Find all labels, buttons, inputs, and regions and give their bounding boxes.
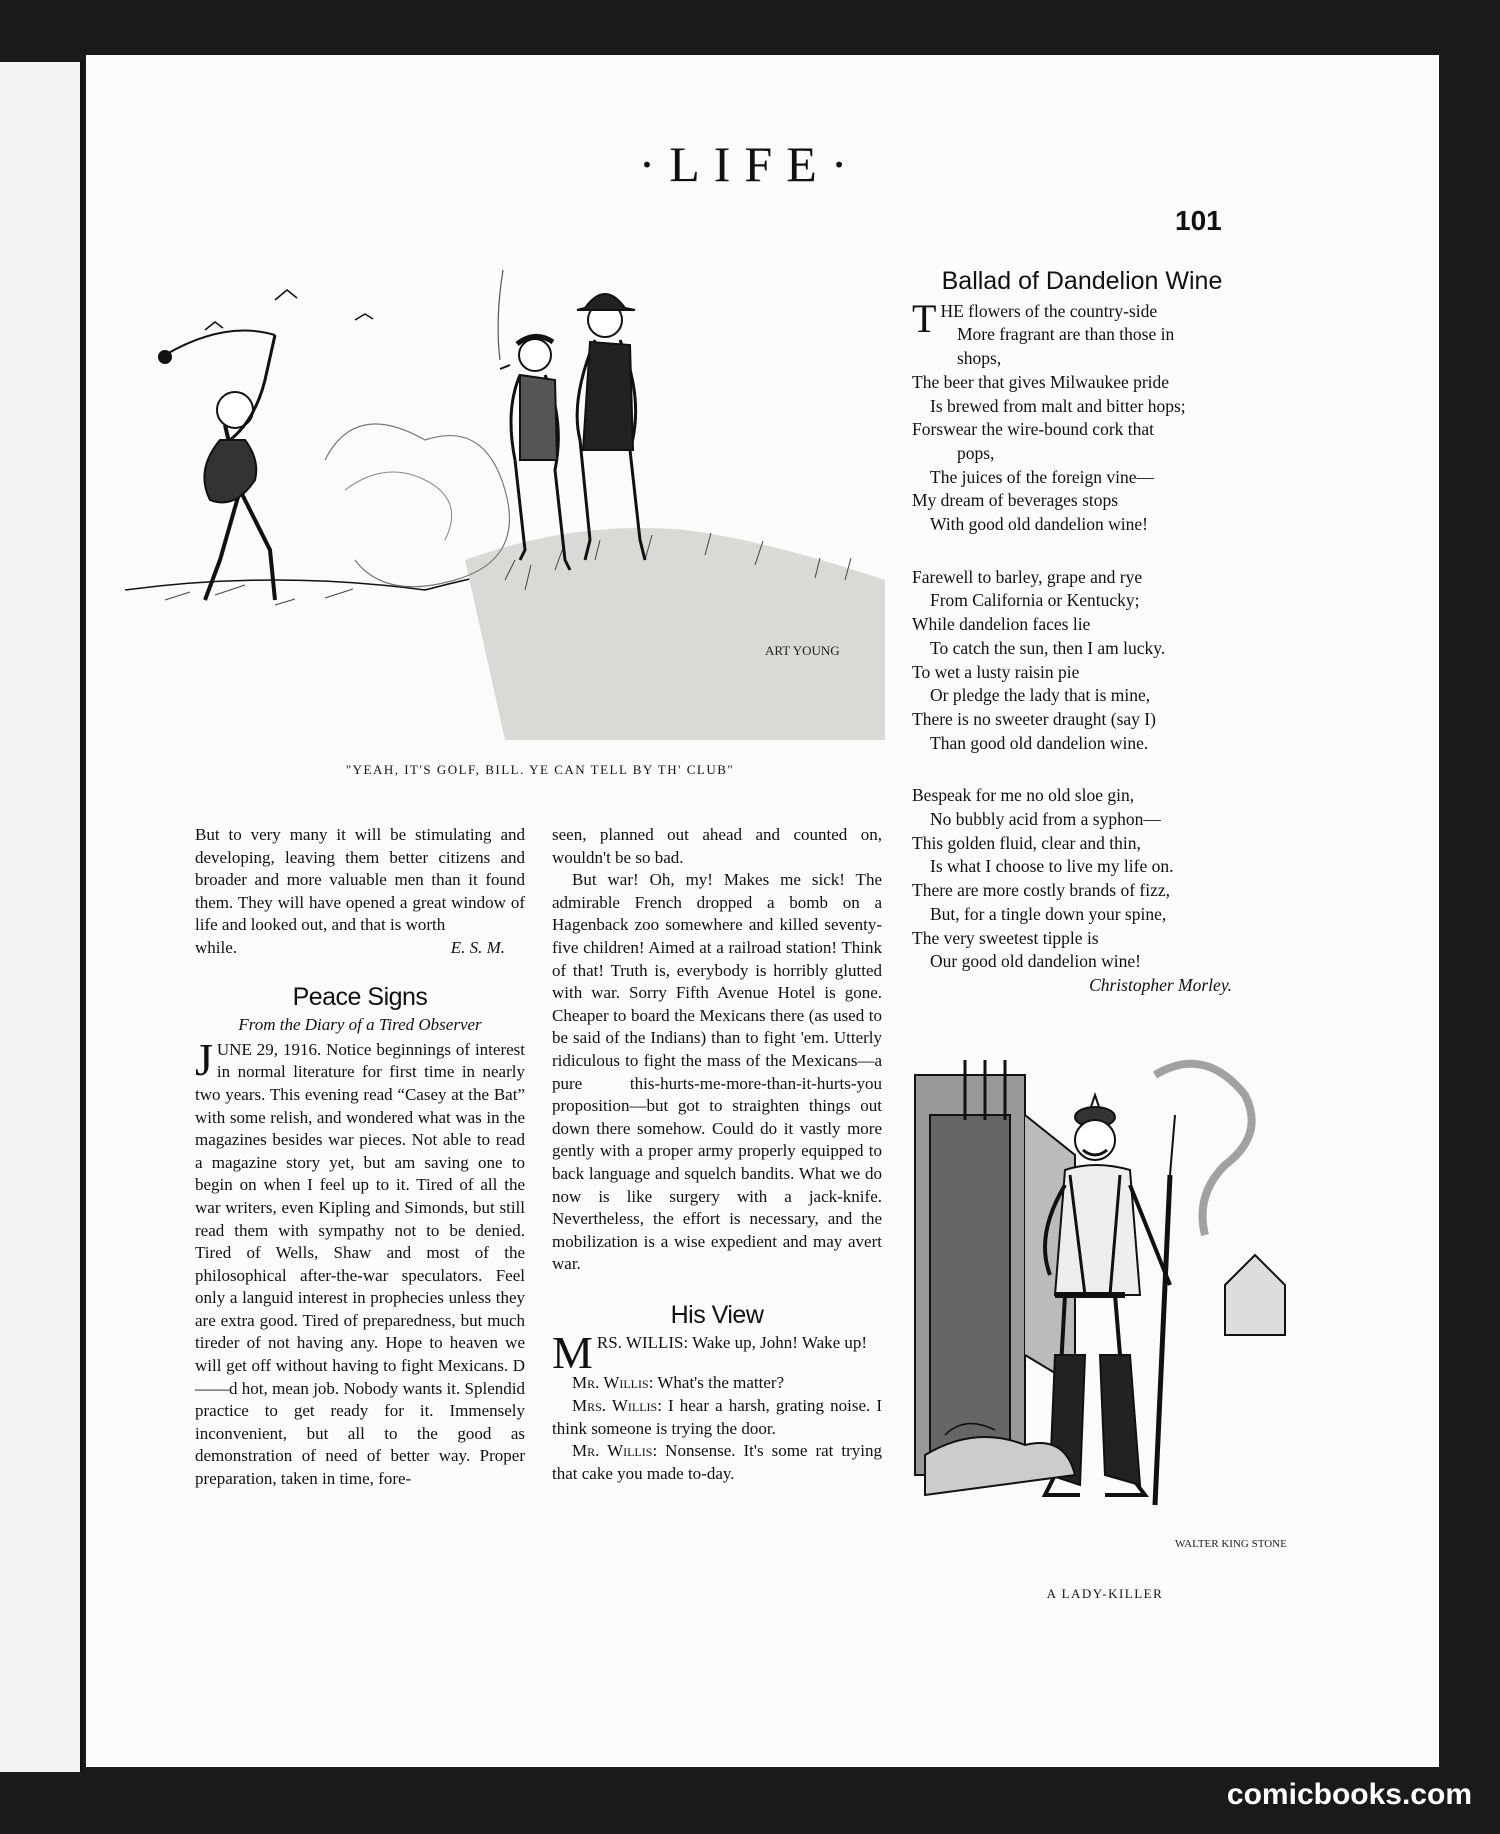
poem-line: Bespeak for me no old sloe gin, xyxy=(912,785,1135,806)
dropcap-t: T xyxy=(912,295,937,341)
golf-cartoon-illustration xyxy=(125,260,900,750)
column-middle xyxy=(552,824,882,1485)
column-left xyxy=(195,824,525,1491)
watermark-text: comicbooks.com xyxy=(1226,1778,1472,1811)
speaker: Mr. Willis xyxy=(572,1441,653,1461)
poem-line: No bubbly acid from a syphon— xyxy=(930,809,1161,830)
ballad-title: Ballad of Dandelion Wine xyxy=(941,267,1223,295)
poem-line: To catch the sun, then I am lucky. xyxy=(930,637,1166,658)
poem-line: To wet a lusty raisin pie xyxy=(912,661,1080,682)
dialogue: : Nonsense. It's some rat trying that cake you made to-day. xyxy=(552,1441,882,1483)
poem-line: shops, xyxy=(957,348,1002,369)
peace-signs-subtitle: From the Diary of a Tired Observer xyxy=(238,1015,482,1035)
dialogue: : I hear a harsh, grating noise. I think someone is trying the door. xyxy=(552,1396,883,1438)
esm-signature: E. S. M. xyxy=(450,937,505,957)
his-view-line3 xyxy=(552,1395,882,1440)
peace-signs-body xyxy=(195,1033,525,1491)
masthead-life: ·LIFE· xyxy=(638,136,862,192)
dropcap-m: M xyxy=(552,1327,593,1379)
column2-para1: seen, planned out ahead and counted on, wouldn't be so bad. xyxy=(552,825,882,867)
soldier-cartoon-signature: WALTER KING STONE xyxy=(1175,1538,1287,1550)
esm-signoff xyxy=(195,937,525,960)
ballad-poem xyxy=(912,267,1252,998)
poem-line: The juices of the foreign vine— xyxy=(930,466,1155,487)
dropcap-j: J xyxy=(195,1033,213,1085)
golf-cartoon-caption: "YEAH, IT'S GOLF, BILL. YE CAN TELL BY TH' CLUB" xyxy=(345,762,735,777)
golf-cartoon-signature: ART YOUNG xyxy=(765,643,840,658)
poem-line: Or pledge the lady that is mine, xyxy=(930,685,1151,706)
poem-line: From California or Kentucky; xyxy=(930,590,1140,611)
continued-paragraph: But to very many it will be stimulating and developing, leaving them better citizens and broader and more valuable men than it found them. They will have opened a great window of life and looked out, and that is worth xyxy=(195,825,525,935)
ballad-stanza-1 xyxy=(912,295,1252,537)
his-view-line1 xyxy=(552,1327,882,1379)
poem-line: There is no sweeter draught (say I) xyxy=(912,708,1156,729)
page-number: 101 xyxy=(1175,205,1222,236)
poem-line: Is what I choose to live my life on. xyxy=(930,856,1174,877)
poem-line: The beer that gives Milwaukee pride xyxy=(912,371,1170,392)
poem-line: Is brewed from malt and bitter hops; xyxy=(930,395,1186,416)
his-view-line1-text: RS. WILLIS: Wake up, John! Wake up! xyxy=(596,1333,868,1353)
speaker: Mrs. Willis xyxy=(572,1396,658,1416)
poem-line: Forswear the wire-bound cork that xyxy=(912,419,1155,440)
ballad-author: Christopher Morley. xyxy=(1089,974,1232,995)
soldier-cartoon-illustration xyxy=(905,1055,1305,1560)
poem-line: There are more costly brands of fizz, xyxy=(912,880,1171,901)
poem-line: HE flowers of the country-side xyxy=(940,300,1158,321)
his-view-title: His View xyxy=(670,1300,764,1329)
poem-line: The very sweetest tipple is xyxy=(912,927,1099,948)
poem-line: pops, xyxy=(957,442,995,463)
poem-line: This golden fluid, clear and thin, xyxy=(912,832,1141,853)
peace-signs-title: Peace Signs xyxy=(292,982,428,1011)
poem-line: Than good old dandelion wine. xyxy=(930,732,1149,753)
ballad-stanza-3 xyxy=(912,784,1252,974)
dialogue: : What's the matter? xyxy=(648,1373,785,1393)
column2-para2: But war! Oh, my! Makes me sick! The admirable French dropped a bomb on a Hagenback zoo somewhere and killed seventy-five children! Aimed at a railroad station! Think of that! Truth is, everybody is horribly glutted with war. Sorry Fifth Avenue Hotel is gone. Cheaper to board the Mexicans there (as used to be said of the Indians) than to fight 'em. Utterly ridiculous to fight the mass of the Mexicans—a pure this-hurts-me-more-than-it-hurts-you proposition—but got to straighten things out down there somehow. Could do it vastly more gently with a proper army properly equipped to back language and squelch bandits. What we do now is like surgery with a jack-knife. Nevertheless, the effort is necessary, and the mobilization is a wise expedient and may avert war. xyxy=(552,870,882,1274)
poem-line: My dream of beverages stops xyxy=(912,490,1119,511)
speaker: Mr. Willis xyxy=(572,1373,649,1393)
poem-line: Farewell to barley, grape and rye xyxy=(912,566,1143,587)
soldier-cartoon-caption: A LADY-KILLER xyxy=(1046,1586,1164,1601)
his-view-line2 xyxy=(552,1372,882,1395)
poem-line: More fragrant are than those in xyxy=(957,324,1175,345)
last-word: while. xyxy=(195,937,238,957)
facing-page-edge xyxy=(0,62,83,1772)
poem-line: While dandelion faces lie xyxy=(912,614,1091,635)
poem-line: Our good old dandelion wine! xyxy=(930,951,1141,972)
his-view-line4 xyxy=(552,1440,882,1485)
peace-signs-text: UNE 29, 1916. Notice beginnings of interest in normal literature for first time in nearly two years. This evening read “Casey at the Bat” with some relish, and wondered what was in the magazines besides war pieces. Not able to read a magazine story yet, but am saving one to begin on when I feel up to it. Tired of all the war writers, even Kipling and Simonds, but still read them with sympathy not to be denied. Tired of Wells, Shaw and most of the philosophical after-the-war speculators. Feel only a languid interest in prophecies unless they are extra good. Tired of preparedness, but much tireder of not having any. Hope to heaven we will get off without having to fight Mexicans. D——d hot, mean job. Nobody wants it. Splendid practice to get ready for it. Immensely inconvenient, but all to the good as demonstration of need of better way. Proper preparation, taken in time, fore- xyxy=(195,1039,525,1489)
poem-line: But, for a tingle down your spine, xyxy=(930,903,1167,924)
ballad-stanza-2 xyxy=(912,566,1252,756)
poem-line: With good old dandelion wine! xyxy=(930,514,1149,535)
